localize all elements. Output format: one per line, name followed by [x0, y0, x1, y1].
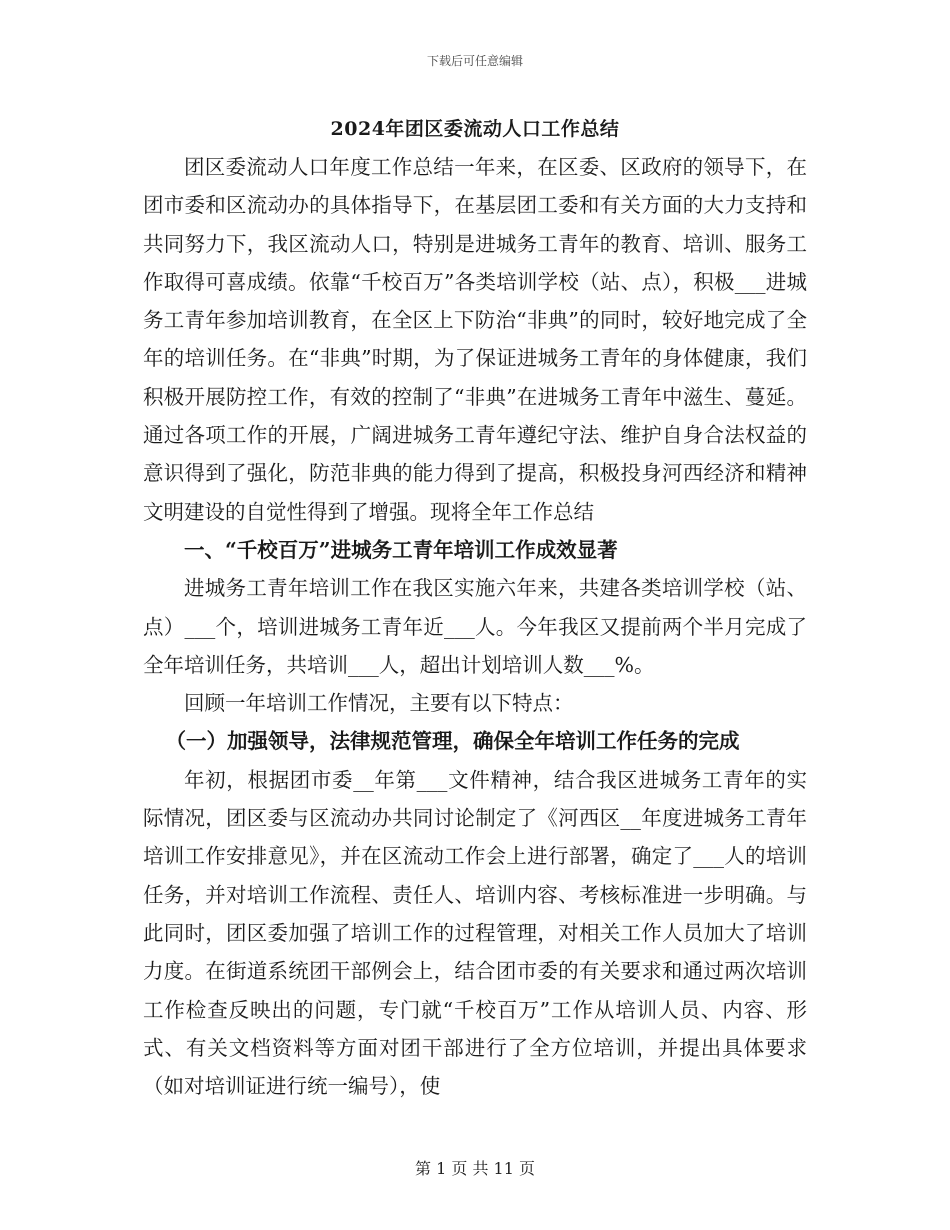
review-paragraph: 回顾一年培训工作情况，主要有以下特点： [184, 691, 574, 716]
section-heading-1: 一、“千校百万”进城务工青年培训工作成效显著 [184, 537, 618, 562]
subsection-heading-1: （一）加强领导，法律规范管理，确保全年培训工作任务的完成 [165, 729, 740, 754]
document-title: 2024年团区委流动人口工作总结 [330, 118, 620, 140]
intro-paragraph: 团区委流动人口年度工作总结一年来，在区委、区政府的领导下，在团市委和区流动办的具体指导下，在基层团工委和有关方面的大力支持和共同努力下，我区流动人口，特别是进城务工青年的教育、培训、服务工作取得可喜成绩。依靠“千校百万”各类培训学校（站、点），积极___进城务工青年参加培训教育，在全区上下防治“非典”的同时，较好地完成了全年的培训任务。在“非典”时期，为了保证进城务工青年的身体健康，我们积极开展防控工作，有效的控制了“非典”在进城务工青年中滋生、蔓延。通过各项工作的开展，广阔进城务工青年遵纪守法、维护自身合法权益的意识得到了强化，防范非典的能力得到了提高，积极投身河西经济和精神文明建设的自觉性得到了增强。现将全年工作总结 [143, 155, 807, 524]
subsection-1-paragraph: 年初，根据团市委__年第___文件精神，结合我区进城务工青年的实际情况，团区委与区流动办共同讨论制定了《河西区__年度进城务工青年培训工作安排意见》，并在区流动工作会上进行部署，确定了___人的培训任务，并对培训工作流程、责任人、培训内容、考核标准进一步明确。与此同时，团区委加强了培训工作的过程管理，对相关工作人员加大了培训力度。在街道系统团干部例会上，结合团市委的有关要求和通过两次培训工作检查反映出的问题，专门就“千校百万”工作从培训人员、内容、形式、有关文档资料等方面对团干部进行了全方位培训，并提出具体要求（如对培训证进行统一编号），使 [143, 767, 807, 1099]
page-number-footer: 第 1 页 共 11 页 [415, 1159, 535, 1178]
section-1-paragraph: 进城务工青年培训工作在我区实施六年来，共建各类培训学校（站、点）___个，培训进城务工青年近___人。今年我区又提前两个半月完成了全年培训任务，共培训___人，超出计划培训人数___%。 [143, 576, 807, 677]
document-body [143, 148, 807, 1105]
header-note: 下载后可任意编辑 [426, 54, 523, 68]
